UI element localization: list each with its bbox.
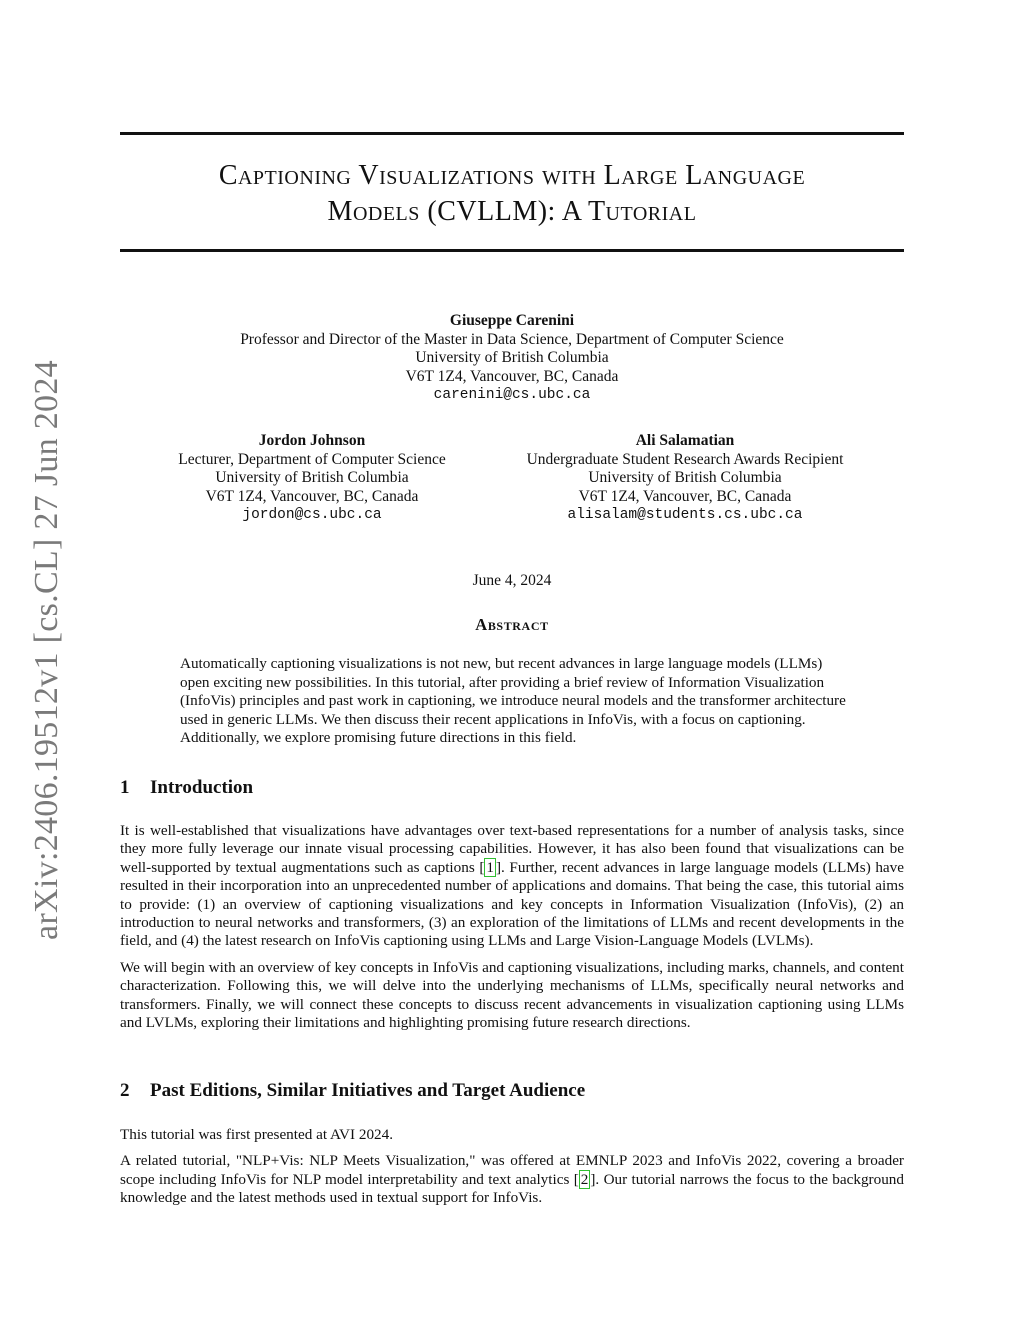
author-address: V6T 1Z4, Vancouver, BC, Canada	[578, 487, 792, 505]
paragraph	[120, 1152, 904, 1207]
section-body-introduction	[120, 822, 904, 1040]
author-address: V6T 1Z4, Vancouver, BC, Canada	[405, 367, 619, 385]
section-title: Past Editions, Similar Initiatives and Target Audience	[150, 1080, 586, 1101]
section-number: 1	[120, 777, 130, 798]
section-heading-past-editions	[120, 1080, 585, 1102]
paragraph-text: ]. Our tutorial narrows the focus to the background knowledge and the latest methods used in textual support for InfoVis.	[120, 1170, 904, 1207]
paper-date: June 4, 2024	[472, 572, 552, 589]
title-rule-bottom	[120, 249, 904, 252]
section-heading-introduction	[120, 777, 253, 799]
arxiv-sidebar	[26, 360, 68, 940]
author-name: Ali Salamatian	[635, 432, 735, 449]
author-block-salamatian	[500, 432, 870, 525]
paragraph	[120, 822, 904, 951]
arxiv-identifier: arXiv:2406.19512v1 [cs.CL] 27 Jun 2024	[28, 360, 65, 940]
citation-link[interactable]: 1	[486, 858, 494, 876]
paragraph-text: ]. Further, recent advances in large language models (LLMs) have resulted in their incorporation into an unprecedented number of applications and domains. That being the case, this tutorial aims to provide: (1) an overview of captioning visualizations and key concepts in Information Visualization (InfoVis), (2) an introduction to neural networks and transformers, (3) an exploration of the limitations of LLMs and recent developments in the field, and (4) the latest research on InfoVis captioning using LLMs and Large Vision-Language Models (LVLMs).	[120, 858, 904, 950]
citation-link[interactable]: 2	[580, 1170, 589, 1188]
author-address: V6T 1Z4, Vancouver, BC, Canada	[205, 487, 419, 505]
title-line-1: Captioning Visualizations with Large Language	[218, 160, 806, 191]
author-email: jordon@cs.ubc.ca	[242, 507, 382, 523]
paragraph: This tutorial was first presented at AVI 2024.	[120, 1126, 394, 1143]
paragraph-text: A related tutorial, "NLP+Vis: NLP Meets Visualization," was offered at EMNLP 2023 and InfoVis 2022, covering a broader scope including InfoVis for NLP model interpretability and text analytics [	[120, 1152, 904, 1188]
author-email: carenini@cs.ubc.ca	[433, 387, 591, 403]
author-role: Lecturer, Department of Computer Science	[178, 450, 446, 468]
paper-title	[120, 158, 904, 230]
section-number: 2	[120, 1080, 130, 1101]
author-email: alisalam@students.cs.ubc.ca	[567, 507, 803, 523]
author-block-johnson	[142, 432, 482, 525]
author-block-carenini	[162, 312, 862, 405]
abstract-heading: Abstract	[475, 615, 549, 634]
title-line-2: Models (CVLLM): A Tutorial	[327, 196, 697, 227]
author-name: Jordon Johnson	[258, 432, 366, 449]
section-body-past-editions	[120, 1126, 904, 1216]
author-affiliation: University of British Columbia	[588, 469, 782, 486]
section-title: Introduction	[150, 777, 254, 798]
paragraph-text: It is well-established that visualizations have advantages over text-based representations for a number of analysis tasks, since they more fully leverage our innate visual processing capabilities. However, it has also been found that visualizations can be well-supported by textual augmentations such as captions [	[120, 822, 904, 876]
author-affiliation: University of British Columbia	[215, 469, 409, 486]
title-rule-top	[120, 132, 904, 135]
paragraph: We will begin with an overview of key concepts in InfoVis and captioning visualizations, including marks, channels, and content characterization. Following this, we will delve into the underlying mechanisms of LLMs, specifically neural networks and transformers. Finally, we will connect these concepts to discuss recent advancements in visualization captioning using LLMs and LVLMs, exploring their limitations and highlighting promising future research directions.	[120, 958, 904, 1032]
abstract-text: Automatically captioning visualizations is not new, but recent advances in large language models (LLMs) open exciting new possibilities. In this tutorial, after providing a brief review of Information Visualization (InfoVis) principles and past work in captioning, we introduce neural models and the transformer architecture used in generic LLMs. We then discuss their recent applications in InfoVis, with a focus on captioning. Additionally, we explore promising future directions in this field.	[180, 655, 846, 747]
author-affiliation: University of British Columbia	[415, 349, 609, 366]
author-role: Undergraduate Student Research Awards Recipient	[526, 450, 844, 468]
author-name: Giuseppe Carenini	[449, 312, 575, 329]
author-role: Professor and Director of the Master in Data Science, Department of Computer Science	[240, 330, 784, 348]
